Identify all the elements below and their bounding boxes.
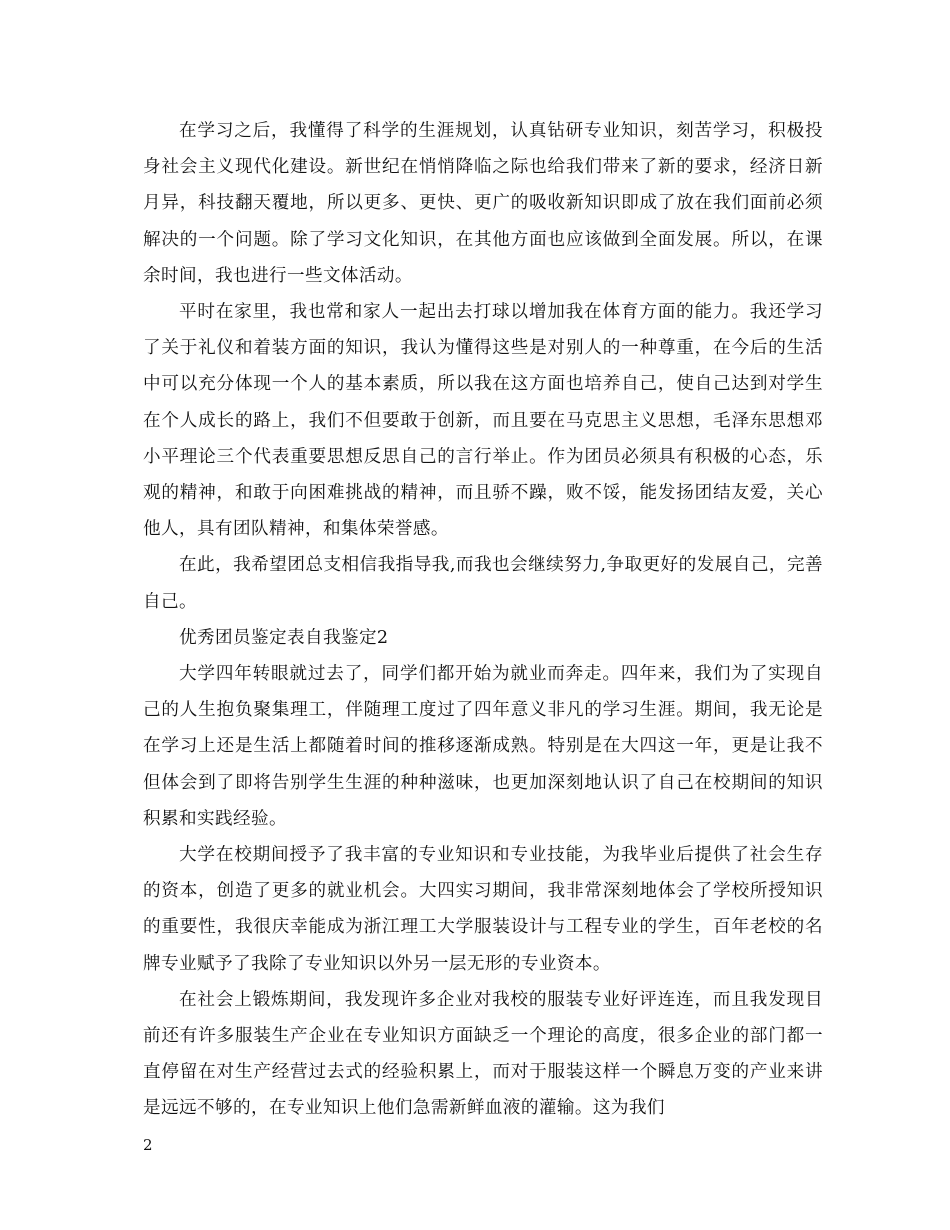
paragraph: 在学习之后，我懂得了科学的生涯规划，认真钻研专业知识，刻苦学习，积极投身社会主义现代化建设。新世纪在悄悄降临之际也给我们带来了新的要求，经济日新月异，科技翻天覆地，所以更多、更快、更广的吸收新知识即成了放在我们面前必须解决的一个问题。除了学习文化知识，在其他方面也应该做到全面发展。所以，在课余时间，我也进行一些文体活动。	[143, 121, 823, 286]
paragraph: 平时在家里，我也常和家人一起出去打球以增加我在体育方面的能力。我还学习了关于礼仪和着装方面的知识，我认为懂得这些是对别人的一种尊重，在今后的生活中可以充分体现一个人的基本素质，所以我在这方面也培养自己，使自己达到对学生在个人成长的路上，我们不但要敢于创新，而且要在马克思主义思想，毛泽东思想邓小平理论三个代表重要思想反思自己的言行举止。作为团员必须具有积极的心态，乐观的精神，和敢于向困难挑战的精神，而且骄不躁，败不馁，能发扬团结友爱，关心他人，具有团队精神，和集体荣誉感。	[143, 302, 823, 540]
paragraph: 大学在校期间授予了我丰富的专业知识和专业技能，为我毕业后提供了社会生存的资本，创造了更多的就业机会。大四实习期间，我非常深刻地体会了学校所授知识的重要性，我很庆幸能成为浙江理工大学服装设计与工程专业的学生，百年老校的名牌专业赋予了我除了专业知识以外另一层无形的专业资本。	[143, 845, 823, 974]
page-number: 2	[143, 1136, 153, 1154]
paragraph: 在社会上锻炼期间，我发现许多企业对我校的服装专业好评连连，而且我发现目前还有许多服装生产企业在专业知识方面缺乏一个理论的高度，很多企业的部门都一直停留在对生产经营过去式的经验积累上，而对于服装这样一个瞬息万变的产业来讲是远远不够的，在专业知识上他们急需新鲜血液的灌输。这为我们	[143, 989, 823, 1119]
paragraph: 在此，我希望团总支相信我指导我,而我也会继续努力,争取更好的发展自己，完善自己。	[143, 555, 823, 612]
paragraph: 大学四年转眼就过去了，同学们都开始为就业而奔走。四年来，我们为了实现自己的人生抱负聚集理工，伴随理工度过了四年意义非凡的学习生涯。期间，我无论是在学习上还是生活上都随着时间的推移逐渐成熟。特别是在大四这一年，更是让我不但体会到了即将告别学生生涯的种种滋味，也更加深刻地认识了自己在校期间的知识积累和实践经验。	[143, 664, 823, 829]
body-text	[143, 113, 823, 1127]
section-heading: 优秀团员鉴定表自我鉴定2	[179, 627, 389, 648]
